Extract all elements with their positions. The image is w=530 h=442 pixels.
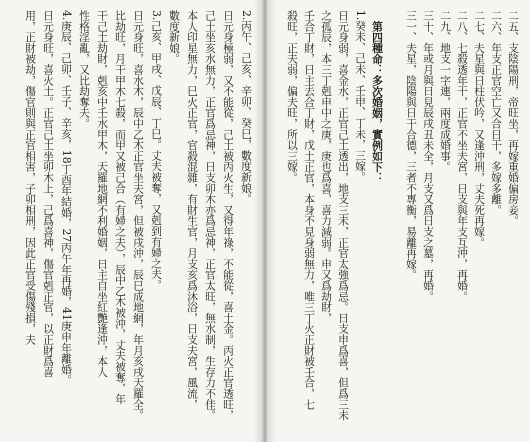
rule-item: 二九、地支一字連，兩度成婚事。 [439,10,452,172]
section-heading: 第四種命：多次婚姻，實例如下： [371,20,384,183]
case-body-line: 日元身旺，喜火土。正官己土坐卯木上，己爲喜神，傷官剋正官，以正財爲喜 [42,10,55,378]
rule-item: 二八、七殺透年干，正官不坐夫宮，日支與年支互沖，再婚。 [456,10,469,302]
rule-item: 二五、支陰陽刑，帝旺坐，再嫁重婚偏房妾。 [507,10,520,226]
case-example-1 [284,10,369,434]
case-body-line: 日元身極弱，又不能從，己土被丙火生，又得年祿，不能從，喜土金。丙火正官透旺， [222,10,235,421]
case-header: 4.庚辰、己卯、壬子、辛亥，18丁酉年結婚，27丙午年再婚，41庚申年離婚。 [60,10,73,386]
case-body-line: 日元身弱，喜金水，正官己土透出，地支三未，正官太強爲忌。日支申爲喜，但爲三未 [337,10,350,421]
case-example-3 [75,10,165,434]
case-body-line: 壬合丁財，日主去合丁財，戊土正官，本身不見身弱無力，唯三丁火正財被壬合，七 [303,10,316,410]
case-body-line: 之孤辰，本三丁剋申中之庚，庚也爲喜，喜力減弱。申又爲劫財， [320,10,333,324]
rule-list [403,10,522,434]
case-header: 1.癸未、己未、壬申、丁未，三嫁。 [354,10,367,183]
left-page-text [21,10,255,434]
right-page [265,0,530,442]
right-page-text [284,10,522,434]
case-body-line: 日元身旺，喜水木，辰中乙木正官坐夫宮，但被戌沖，辰巳成地網，年月亥戌天羅全。 [132,10,145,421]
rule-item: 三十、年或月與日見辰戌丑未全，月支又爲日支之墓，再婚。 [422,10,435,302]
book-gutter [254,0,276,442]
case-body-line: 比劫旺，月干甲木七殺，而甲又被己合（有婦之夫），辰中乙木被沖，丈夫被奪，年 [114,10,127,405]
case-body-line: 己土坐亥水無力，正官爲忌神，日支卯木亦爲忌神，正官太旺，無水制，生存力不佳。 [204,10,217,421]
case-example-4 [21,10,75,434]
case-body-line: 性格淫亂，又比劫奪夫。 [78,10,91,129]
case-body-line: 干己土劫財，剋亥中壬水甲木，天羅地網不利婚姻，日主自坐紅艷逢沖，本人 [96,10,109,378]
case-header: 2.丙午、己亥、辛卯、癸巳，數度新娘。 [240,10,253,204]
rule-item: 三一、夫星，陰陽與日干合德，三者不專衡，易離再嫁。 [405,10,418,280]
case-body-line: 殺旺，正夫弱，偏夫旺，所以三嫁。 [286,10,299,183]
case-header: 3.己亥、甲戌、戊辰、丁巳。丈夫被奪，又剋到有婦之夫。 [150,10,163,291]
case-body-line: 數度新娘。 [168,10,181,64]
rule-item: 二六、年支正官空亡又合日干，多嫁多離。 [490,10,503,216]
rule-item: 二七、夫星與日柱伏吟，又逢沖刑，丈夫死再嫁。 [473,10,486,248]
case-example-2 [165,10,255,434]
case-body-line: 用，正財被劫，傷官則與正官相害，子卯相刑，因此正官受傷殘損，夫 [24,10,37,345]
case-body-line: 本人印星無力，巳火正官，官殺混雜，有財生官，月支亥爲沐浴，日支夫宮，風流， [186,10,199,410]
